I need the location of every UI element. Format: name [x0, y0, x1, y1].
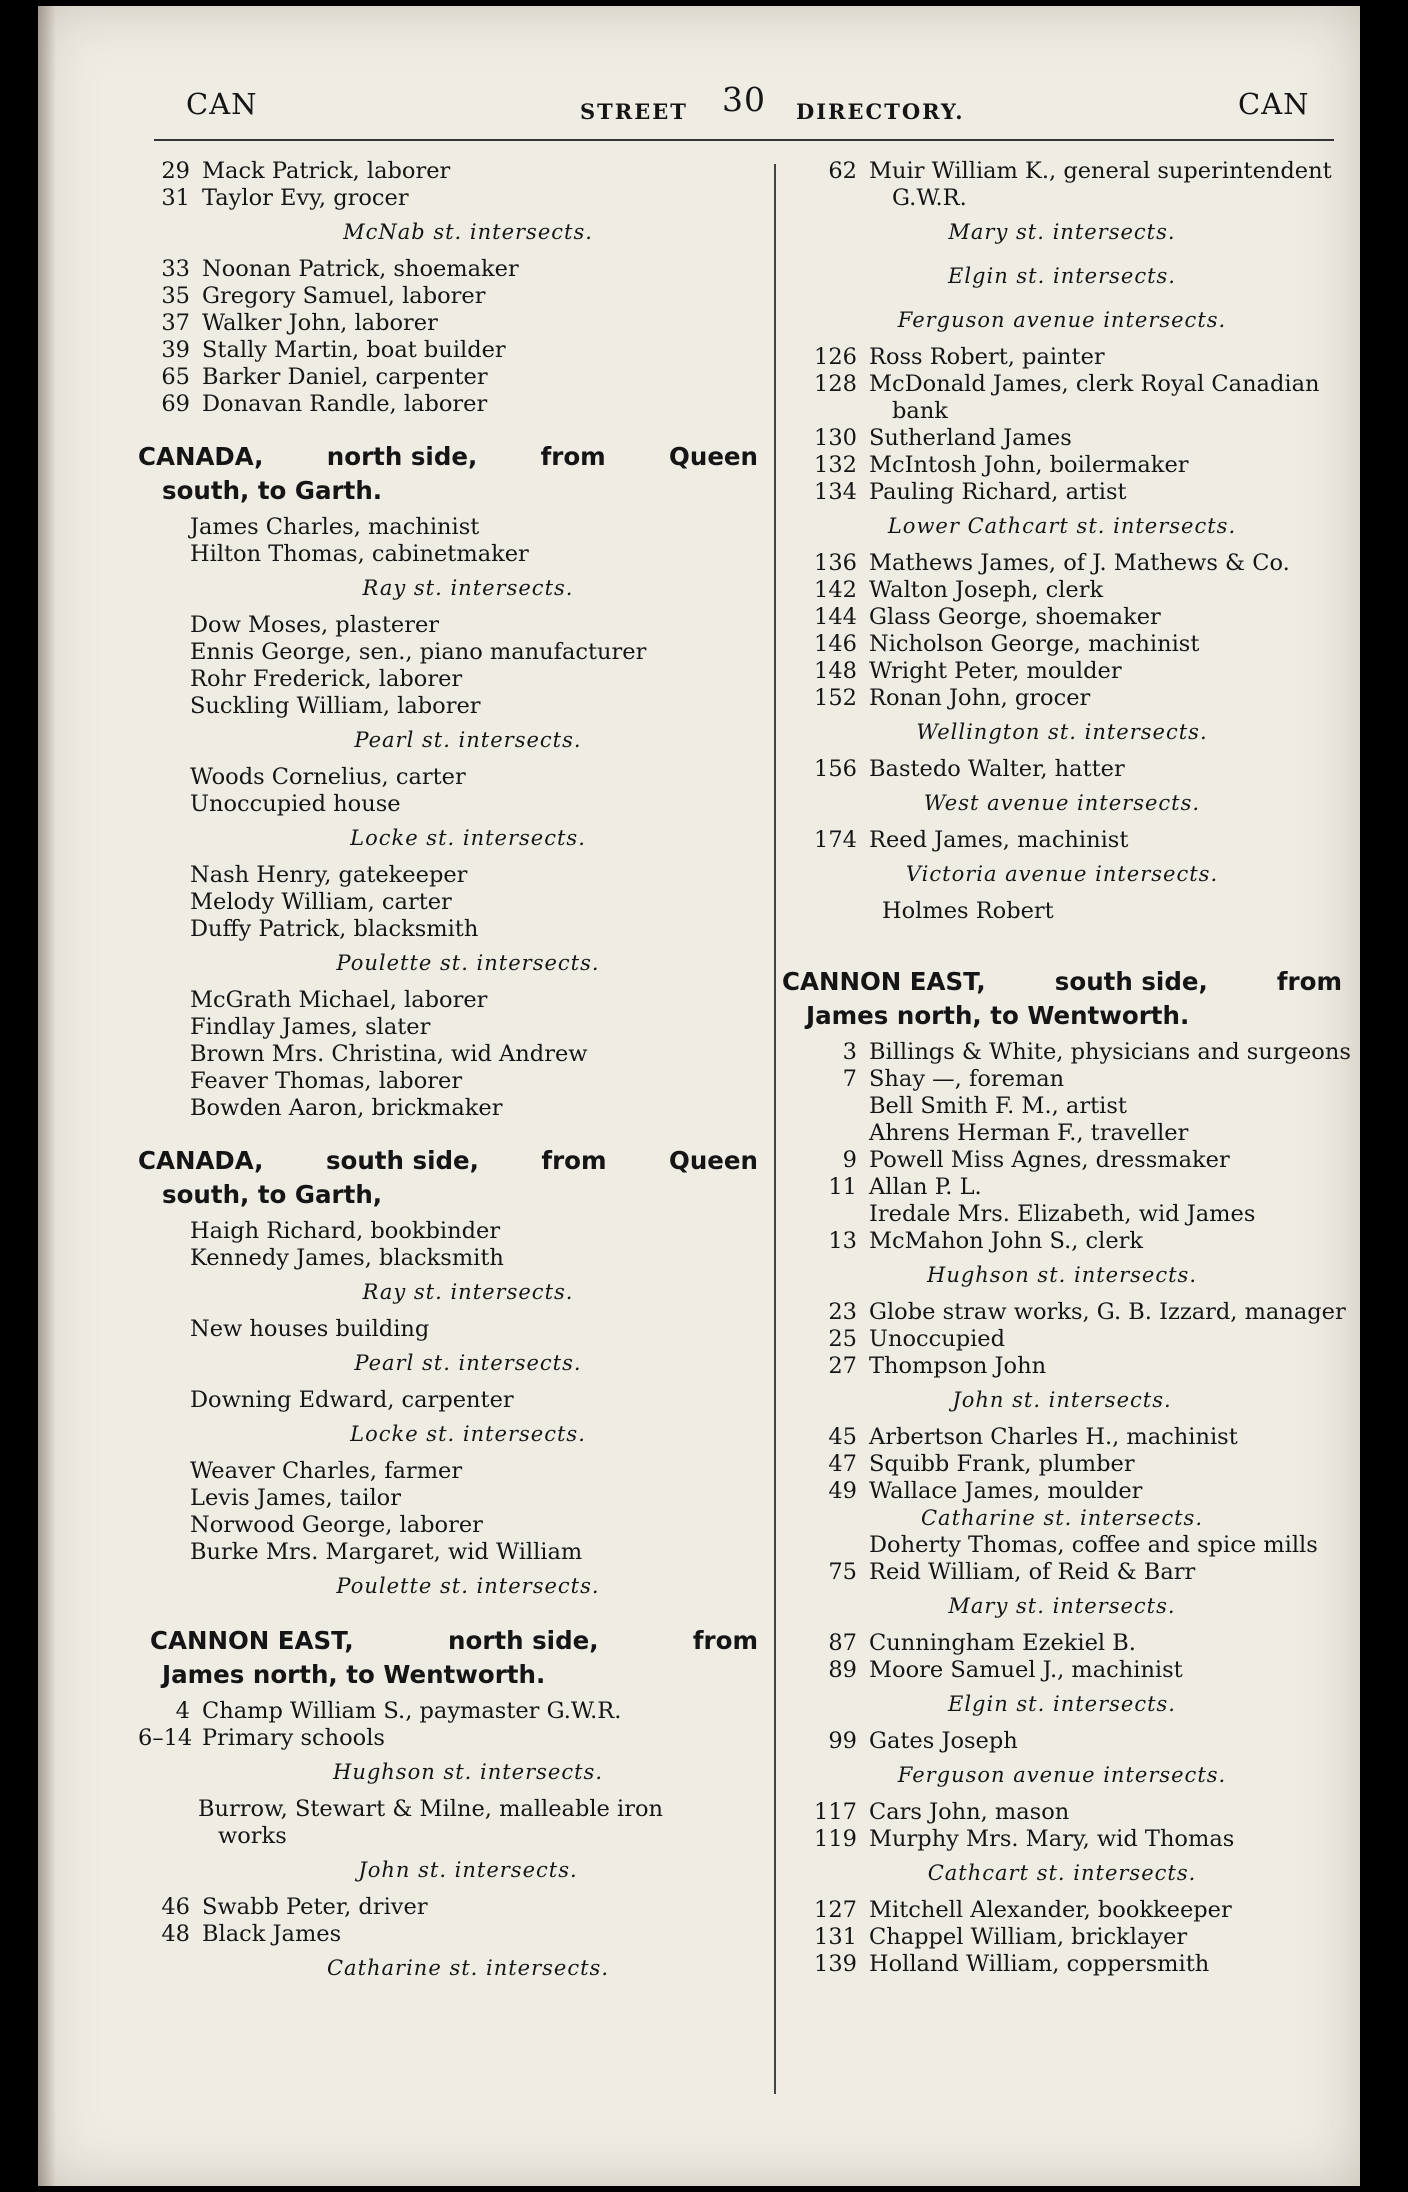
- house-number: 11: [828, 1174, 857, 1200]
- entry-text: Ronan John, grocer: [869, 685, 1091, 711]
- house-number: 148: [814, 658, 857, 684]
- house-number: 152: [814, 685, 857, 711]
- entry: Unoccupied house: [190, 791, 401, 817]
- entry: Feaver Thomas, laborer: [190, 1068, 463, 1094]
- entry-text: Unoccupied: [869, 1326, 1006, 1352]
- entry-text: Mitchell Alexander, bookkeeper: [869, 1897, 1232, 1923]
- street-queen: Queen: [669, 1146, 758, 1175]
- entry: [782, 685, 1342, 712]
- entry-text: Taylor Evy, grocer: [202, 185, 409, 211]
- entry-text: Bell Smith F. M., artist: [869, 1093, 1127, 1119]
- entry: [782, 1451, 1342, 1478]
- cross-street: Lower Cathcart st. intersects.: [887, 514, 1237, 538]
- house-number: 3: [842, 1039, 857, 1065]
- entry: Nash Henry, gatekeeper: [190, 862, 468, 888]
- right-column: [782, 158, 1351, 1978]
- entry: Brown Mrs. Christina, wid Andrew: [190, 1041, 588, 1067]
- entry: McGrath Michael, laborer: [190, 987, 488, 1013]
- house-number: 45: [828, 1424, 857, 1450]
- entry: [782, 344, 1342, 371]
- column-divider: [774, 164, 776, 2094]
- cross-street: Locke st. intersects.: [350, 1422, 586, 1446]
- house-number: 131: [814, 1924, 857, 1950]
- house-number: 6–14: [138, 1725, 193, 1751]
- house-number: 29: [161, 158, 190, 184]
- entry-text: Gates Joseph: [869, 1728, 1018, 1754]
- entry-text: Barker Daniel, carpenter: [202, 364, 488, 390]
- street-heading-canada-south: [138, 1144, 758, 1212]
- entry: Ennis George, sen., piano manufacturer: [190, 639, 647, 665]
- entry-text: McIntosh John, boilermaker: [869, 452, 1189, 478]
- house-number: 23: [828, 1299, 857, 1325]
- house-number: 87: [828, 1630, 857, 1656]
- house-number: 127: [814, 1897, 857, 1923]
- entry: [782, 1897, 1342, 1924]
- street-range: James north, to Wentworth.: [162, 1660, 546, 1689]
- house-number: 25: [828, 1326, 857, 1352]
- street-name: CANADA,: [138, 1146, 264, 1175]
- house-number: 65: [161, 364, 190, 390]
- entry-text: Reid William, of Reid & Barr: [869, 1559, 1196, 1585]
- entry-text: Wright Peter, moulder: [869, 658, 1122, 684]
- entry: [782, 1924, 1342, 1951]
- entry: [782, 1039, 1351, 1066]
- street-name: CANNON EAST,: [150, 1626, 354, 1655]
- entry: Bowden Aaron, brickmaker: [190, 1095, 503, 1121]
- cross-street: Elgin st. intersects.: [948, 1692, 1176, 1716]
- house-number: 126: [814, 344, 857, 370]
- street-heading-cannon-south: [782, 965, 1342, 1033]
- entry: [782, 658, 1342, 685]
- entry: New houses building: [190, 1316, 430, 1342]
- entry-text: Cunningham Ezekiel B.: [869, 1630, 1136, 1656]
- entry-text: Gregory Samuel, laborer: [202, 283, 486, 309]
- street-heading-cannon-north: [138, 1624, 758, 1692]
- entry: Levis James, tailor: [190, 1485, 401, 1511]
- header-left-abbrev: CAN: [186, 87, 258, 121]
- entry: [138, 1698, 758, 1725]
- cross-street: Victoria avenue intersects.: [905, 862, 1219, 886]
- house-number: 39: [161, 337, 190, 363]
- entry: [138, 185, 758, 212]
- cross-street: Locke st. intersects.: [350, 826, 586, 850]
- cross-street: Ferguson avenue intersects.: [897, 1763, 1227, 1787]
- entry: [782, 1066, 1342, 1093]
- entry-text: Swabb Peter, driver: [202, 1894, 428, 1920]
- entry: Dow Moses, plasterer: [190, 612, 440, 638]
- entry: [782, 371, 1342, 398]
- cross-street: McNab st. intersects.: [343, 220, 593, 244]
- street-name: CANADA,: [138, 442, 264, 471]
- entry-text: Billings & White, physicians and surgeons: [869, 1039, 1351, 1065]
- entry-text: Powell Miss Agnes, dressmaker: [869, 1147, 1230, 1173]
- entry: [138, 1921, 758, 1948]
- entry-text: Murphy Mrs. Mary, wid Thomas: [869, 1826, 1235, 1852]
- entry-text: Squibb Frank, plumber: [869, 1451, 1135, 1477]
- entry: [782, 1120, 1342, 1147]
- cross-street: Catharine st. intersects.: [326, 1956, 610, 1980]
- entry: [782, 1559, 1342, 1586]
- directory-page: [38, 6, 1360, 2186]
- entry-text: McMahon John S., clerk: [869, 1228, 1144, 1254]
- entry: Rohr Frederick, laborer: [190, 666, 463, 692]
- entry: [782, 1630, 1342, 1657]
- cross-street: John st. intersects.: [952, 1388, 1172, 1412]
- entry: [782, 827, 1342, 854]
- house-number: 146: [814, 631, 857, 657]
- entry-text: Ross Robert, painter: [869, 344, 1105, 370]
- house-number: 69: [161, 391, 190, 417]
- entry: Norwood George, laborer: [190, 1512, 483, 1538]
- house-number: 156: [814, 756, 857, 782]
- entry: Woods Cornelius, carter: [190, 764, 466, 790]
- cross-street: Pearl st. intersects.: [354, 1351, 582, 1375]
- entry: Downing Edward, carpenter: [190, 1387, 514, 1413]
- entry: [138, 364, 758, 391]
- street-from: from: [692, 1626, 758, 1655]
- house-number: 13: [828, 1228, 857, 1254]
- cross-street: Cathcart st. intersects.: [927, 1861, 1197, 1885]
- entry: Findlay James, slater: [190, 1014, 431, 1040]
- street-heading-canada-north: [138, 440, 758, 508]
- entry-text: Walker John, laborer: [202, 310, 438, 336]
- cross-street: Hughson st. intersects.: [927, 1263, 1197, 1287]
- house-number: 142: [814, 577, 857, 603]
- entry: Haigh Richard, bookbinder: [190, 1218, 501, 1244]
- entry-text: Walton Joseph, clerk: [869, 577, 1104, 603]
- entry-text: Nicholson George, machinist: [869, 631, 1200, 657]
- header-street: STREET: [580, 99, 688, 124]
- entry: Weaver Charles, farmer: [190, 1458, 463, 1484]
- entry-text: Chappel William, bricklayer: [869, 1924, 1188, 1950]
- entry: [138, 283, 758, 310]
- entry-text: Muir William K., general superintendent: [869, 158, 1332, 184]
- street-side: north side,: [448, 1626, 599, 1655]
- house-number: 7: [842, 1066, 857, 1092]
- entry-text: Reed James, machinist: [869, 827, 1129, 853]
- entry-text: Mathews James, of J. Mathews & Co.: [869, 550, 1290, 576]
- entry: [782, 1826, 1342, 1853]
- house-number: 33: [161, 256, 190, 282]
- street-name: CANNON EAST,: [782, 967, 986, 996]
- entry: [782, 604, 1342, 631]
- street-side: south side,: [325, 1146, 479, 1175]
- entry: [138, 391, 758, 418]
- entry: [782, 479, 1342, 506]
- house-number: 136: [814, 550, 857, 576]
- entry-continuation: bank: [892, 398, 948, 424]
- entry-text: Champ William S., paymaster G.W.R.: [202, 1698, 622, 1724]
- entry: [138, 1894, 758, 1921]
- entry: [782, 1353, 1342, 1380]
- house-number: 139: [814, 1951, 857, 1977]
- entry-text: Doherty Thomas, coffee and spice mills: [869, 1532, 1318, 1558]
- entry-text: McDonald James, clerk Royal Canadian: [869, 371, 1320, 397]
- entry: Kennedy James, blacksmith: [190, 1245, 504, 1271]
- entry: [138, 256, 758, 283]
- house-number: 46: [161, 1894, 190, 1920]
- house-number: 134: [814, 479, 857, 505]
- entry-text: Stally Martin, boat builder: [202, 337, 506, 363]
- entry-text: Mack Patrick, laborer: [202, 158, 451, 184]
- house-number: 130: [814, 425, 857, 451]
- entry: [782, 1951, 1342, 1978]
- cross-street: Hughson st. intersects.: [333, 1760, 603, 1784]
- street-range: south, to Garth.: [162, 476, 383, 505]
- house-number: 49: [828, 1478, 857, 1504]
- entry: [782, 1424, 1342, 1451]
- entry: Burke Mrs. Margaret, wid William: [190, 1539, 583, 1565]
- cross-street: Poulette st. intersects.: [336, 1574, 600, 1598]
- house-number: 75: [828, 1559, 857, 1585]
- cross-street: John st. intersects.: [358, 1858, 578, 1882]
- entry: [782, 1728, 1342, 1755]
- street-from: from: [541, 1146, 607, 1175]
- entry-text: Iredale Mrs. Elizabeth, wid James: [869, 1201, 1256, 1227]
- entry-text: Primary schools: [202, 1725, 385, 1751]
- entry-text: Shay —, foreman: [869, 1066, 1065, 1092]
- street-queen: Queen: [669, 442, 758, 471]
- house-number: 27: [828, 1353, 857, 1379]
- cross-street: Ray st. intersects.: [362, 576, 574, 600]
- entry: [782, 1201, 1342, 1228]
- house-number: 119: [814, 1826, 857, 1852]
- entry-text: Glass George, shoemaker: [869, 604, 1161, 630]
- street-side: south side,: [1054, 967, 1208, 996]
- street-side: north side,: [326, 442, 478, 471]
- house-number: 117: [814, 1799, 857, 1825]
- entry-text: Globe straw works, G. B. Izzard, manager: [869, 1299, 1346, 1325]
- entry: [782, 425, 1342, 452]
- house-number: 31: [161, 185, 190, 211]
- entry: Suckling William, laborer: [190, 693, 481, 719]
- house-number: 48: [161, 1921, 190, 1947]
- cross-street: Wellington st. intersects.: [916, 720, 1208, 744]
- cross-street: Ray st. intersects.: [362, 1280, 574, 1304]
- house-number: 37: [161, 310, 190, 336]
- street-range: James north, to Wentworth.: [806, 1001, 1190, 1030]
- entry: [782, 1093, 1342, 1120]
- house-number: 144: [814, 604, 857, 630]
- header-rule: [154, 139, 1334, 141]
- entry: [782, 1299, 1346, 1326]
- entry: [782, 631, 1342, 658]
- cross-street: Ferguson avenue intersects.: [897, 308, 1227, 332]
- entry: [782, 1326, 1342, 1353]
- cross-street: Catharine st. intersects.: [920, 1506, 1204, 1530]
- house-number: 132: [814, 452, 857, 478]
- entry-text: Moore Samuel J., machinist: [869, 1657, 1183, 1683]
- page-number: 30: [722, 80, 766, 119]
- house-number: 89: [828, 1657, 857, 1683]
- cross-street: Mary st. intersects.: [948, 220, 1176, 244]
- street-from: from: [540, 442, 606, 471]
- header-directory: DIRECTORY.: [796, 99, 965, 124]
- entry: Burrow, Stewart & Milne, malleable iron: [198, 1796, 664, 1822]
- entry: [782, 577, 1342, 604]
- house-number: 4: [175, 1698, 190, 1724]
- house-number: 35: [161, 283, 190, 309]
- entry-continuation: G.W.R.: [892, 185, 967, 211]
- entry-text: Ahrens Herman F., traveller: [869, 1120, 1189, 1146]
- entry: [782, 1147, 1342, 1174]
- entry: [782, 1174, 1342, 1201]
- entry: [782, 1799, 1342, 1826]
- entry-text: Arbertson Charles H., machinist: [869, 1424, 1238, 1450]
- entry: [138, 310, 758, 337]
- left-column: [138, 158, 758, 1992]
- entry-text: Pauling Richard, artist: [869, 479, 1127, 505]
- entry-text: Cars John, mason: [869, 1799, 1070, 1825]
- entry: James Charles, machinist: [190, 514, 480, 540]
- entry: [138, 337, 758, 364]
- entry-text: Wallace James, moulder: [869, 1478, 1143, 1504]
- house-number: 99: [828, 1728, 857, 1754]
- entry-text: Black James: [202, 1921, 342, 1947]
- entry: [782, 158, 1342, 185]
- entry: [782, 1532, 1342, 1559]
- entry-continuation: works: [218, 1823, 287, 1849]
- entry-text: Thompson John: [869, 1353, 1047, 1379]
- cross-street: Pearl st. intersects.: [354, 728, 582, 752]
- house-number: 62: [828, 158, 857, 184]
- entry: [782, 452, 1342, 479]
- entry-text: Bastedo Walter, hatter: [869, 756, 1125, 782]
- running-header: [38, 80, 1360, 134]
- entry: Holmes Robert: [882, 898, 1054, 924]
- cross-street: Poulette st. intersects.: [336, 951, 600, 975]
- entry: Duffy Patrick, blacksmith: [190, 916, 479, 942]
- entry: [782, 1228, 1342, 1255]
- street-from: from: [1276, 967, 1342, 996]
- entry-text: Donavan Randle, laborer: [202, 391, 488, 417]
- house-number: 9: [842, 1147, 857, 1173]
- entry: Hilton Thomas, cabinetmaker: [190, 541, 529, 567]
- entry: [138, 1725, 758, 1752]
- entry: [782, 1478, 1342, 1505]
- street-range: south, to Garth,: [162, 1180, 383, 1209]
- entry: [782, 756, 1342, 783]
- entry: [782, 550, 1342, 577]
- entry-text: Allan P. L.: [869, 1174, 982, 1200]
- entry: [138, 158, 758, 185]
- cross-street: West avenue intersects.: [923, 791, 1201, 815]
- house-number: 128: [814, 371, 857, 397]
- entry-text: Sutherland James: [869, 425, 1072, 451]
- entry: [782, 1657, 1342, 1684]
- entry: Melody William, carter: [190, 889, 452, 915]
- header-right-abbrev: CAN: [1238, 87, 1310, 121]
- entry-text: Holland William, coppersmith: [869, 1951, 1210, 1977]
- house-number: 47: [828, 1451, 857, 1477]
- cross-street: Mary st. intersects.: [948, 1594, 1176, 1618]
- entry-text: Noonan Patrick, shoemaker: [202, 256, 519, 282]
- house-number: 174: [814, 827, 857, 853]
- cross-street: Elgin st. intersects.: [948, 264, 1176, 288]
